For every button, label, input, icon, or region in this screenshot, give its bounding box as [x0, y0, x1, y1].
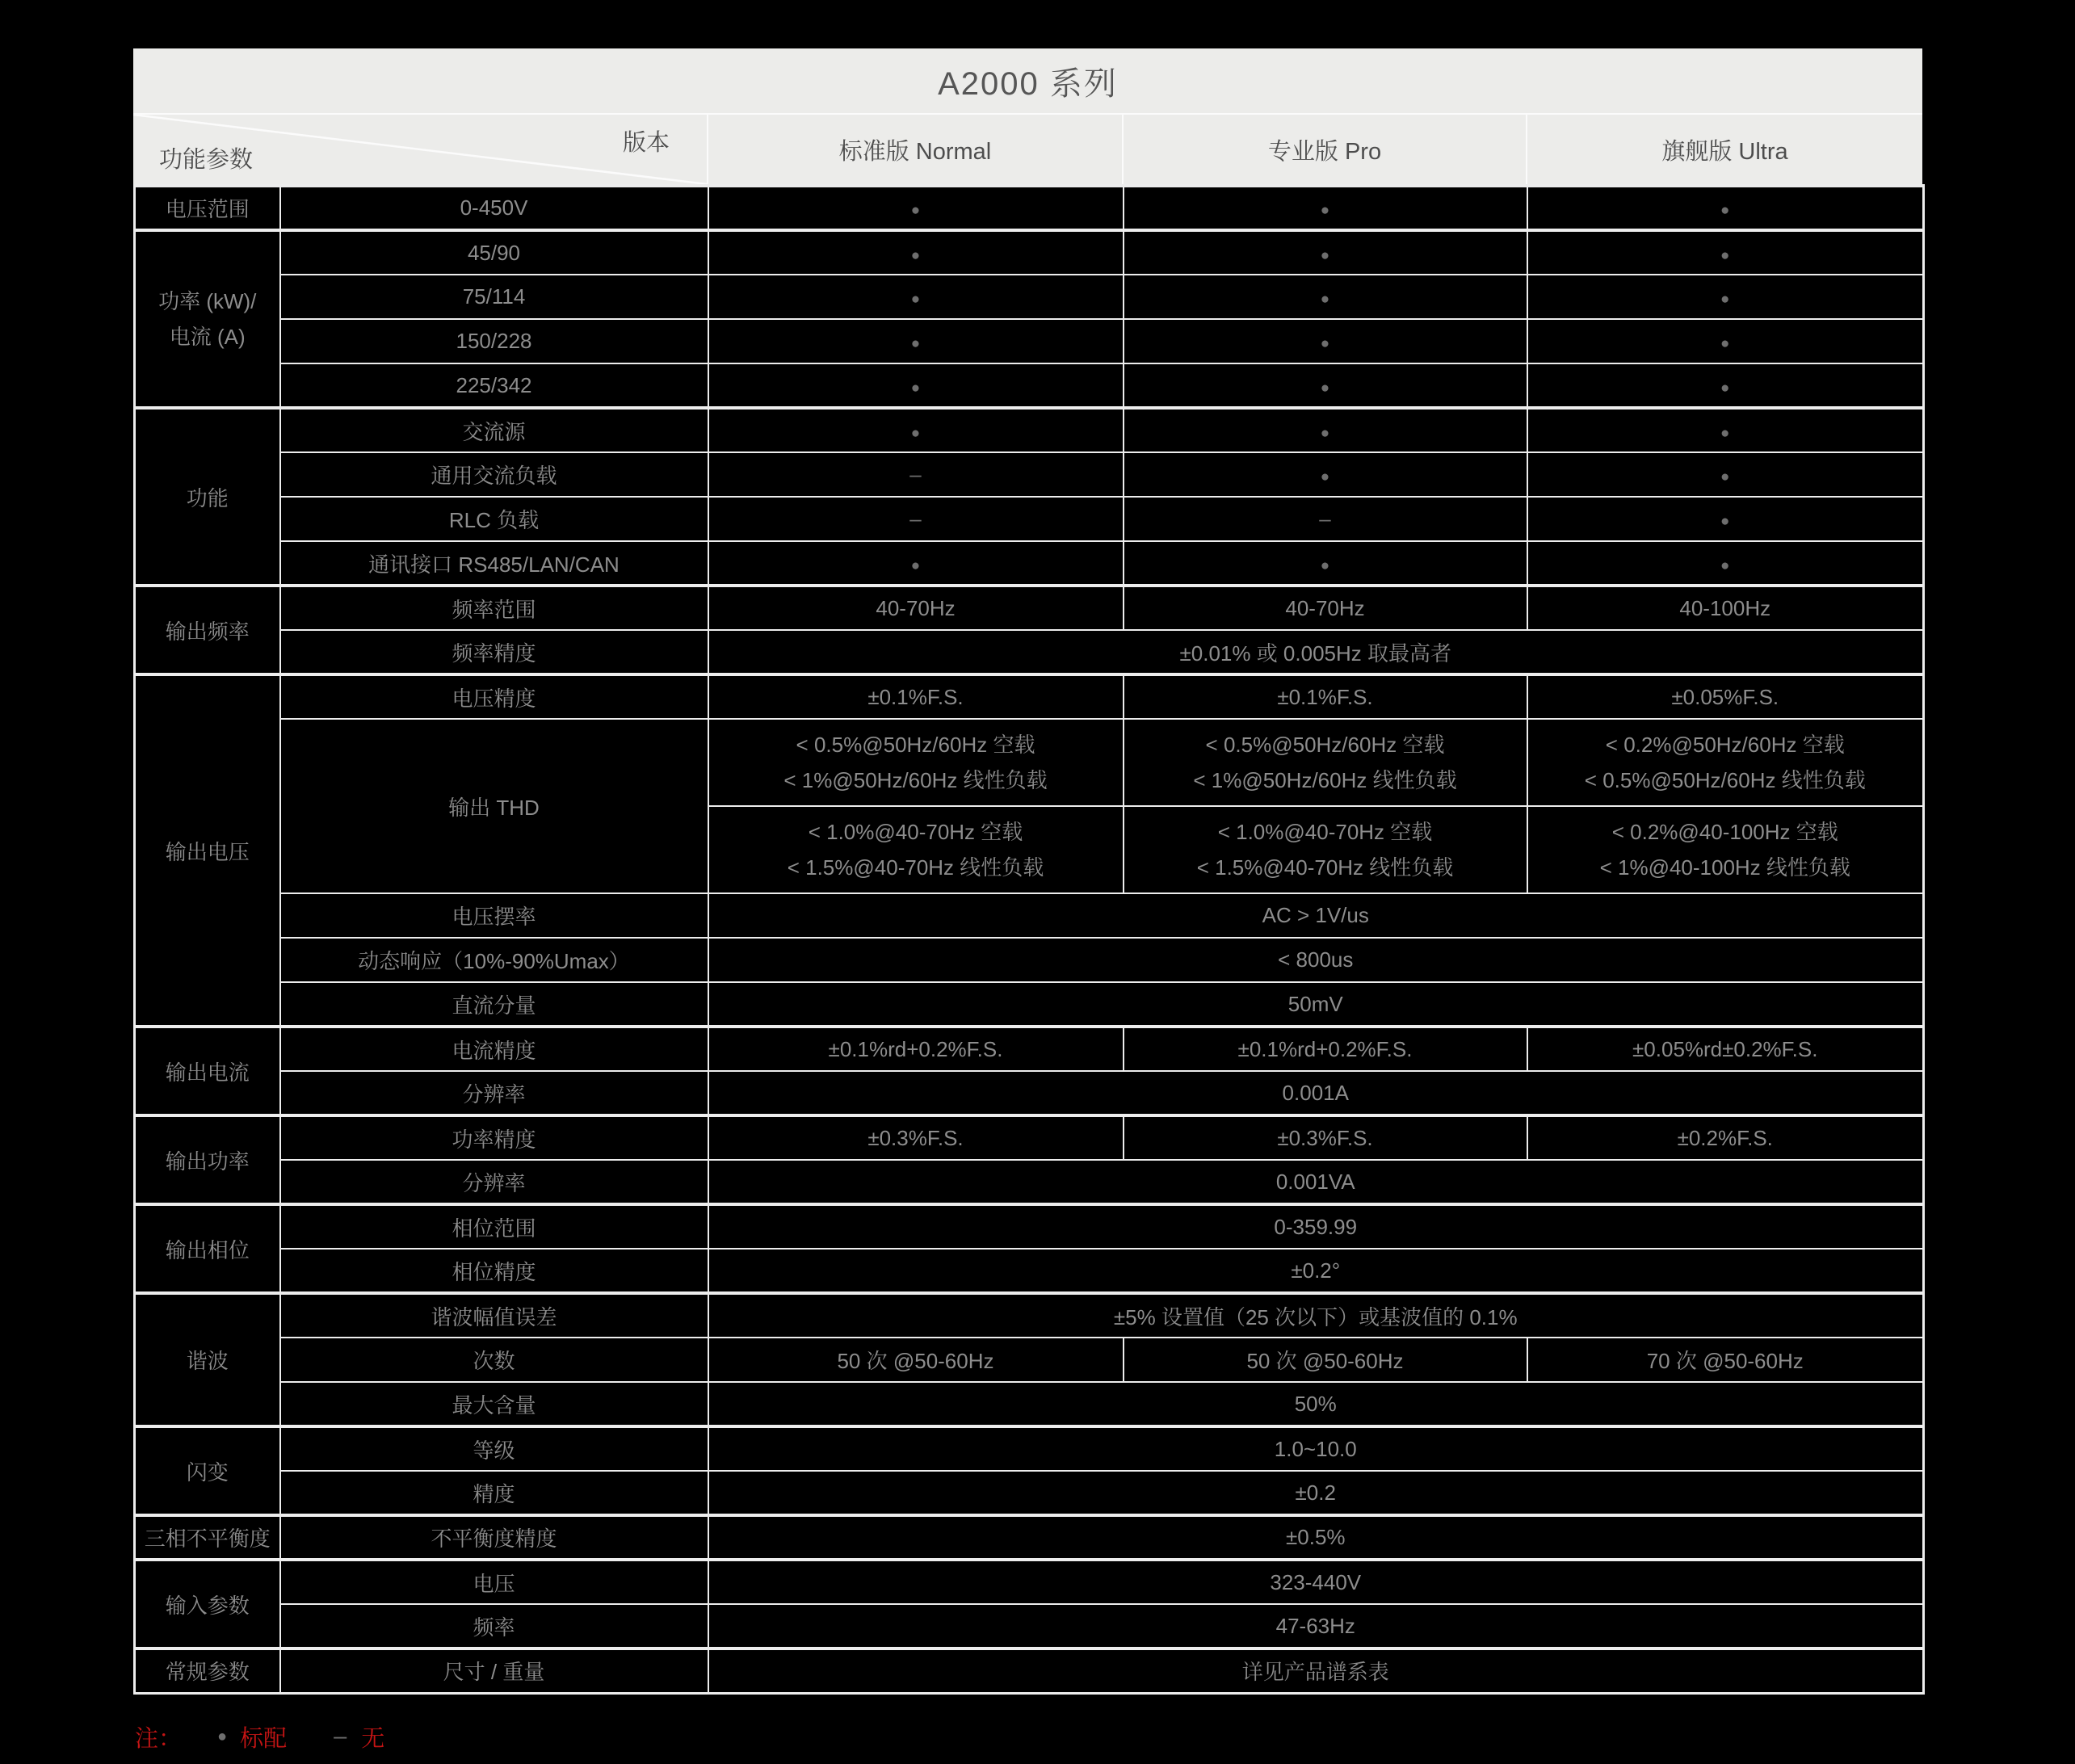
- param-cell: 不平衡度精度: [280, 1515, 708, 1560]
- value-cell-span: ±0.5%: [708, 1515, 1924, 1560]
- group-label-cell: 三相不平衡度: [135, 1515, 280, 1560]
- table-row: [135, 408, 1924, 452]
- value-cell-span: 0.001VA: [708, 1160, 1924, 1204]
- param-cell: 通讯接口 RS485/LAN/CAN: [280, 541, 708, 586]
- standard-config-icon: ●: [1720, 291, 1730, 308]
- value-cell: 50 次 @50-60Hz: [1124, 1338, 1527, 1382]
- standard-config-icon: ●: [1720, 556, 1730, 574]
- standard-config-icon: ●: [1320, 424, 1330, 442]
- value-cell-span: 详见产品谱系表: [708, 1648, 1924, 1693]
- value-cell: [1527, 363, 1924, 408]
- multiline-text: < 0.5%@50Hz/60Hz 空载 < 1%@50Hz/60Hz 线性负载: [1193, 733, 1457, 792]
- standard-config-icon: ●: [1720, 513, 1730, 530]
- param-cell: 频率: [280, 1604, 708, 1648]
- table-row: [135, 1027, 1924, 1071]
- standard-config-icon: ●: [1720, 246, 1730, 264]
- value-cell-span: ±0.2: [708, 1471, 1924, 1515]
- value-cell-span: ±0.01% 或 0.005Hz 取最高者: [708, 630, 1924, 674]
- standard-config-icon: ●: [910, 379, 921, 397]
- param-cell: 45/90: [280, 230, 708, 275]
- param-cell: 分辨率: [280, 1071, 708, 1115]
- group-label-cell: 输出电流: [135, 1027, 280, 1115]
- group-label-cell: 功能: [135, 408, 280, 586]
- table-row: [135, 1293, 1924, 1338]
- table-row: [135, 1115, 1924, 1160]
- param-cell: 相位范围: [280, 1204, 708, 1249]
- param-cell: 谐波幅值误差: [280, 1293, 708, 1338]
- standard-config-icon: ●: [217, 1727, 228, 1745]
- param-cell: 频率精度: [280, 630, 708, 674]
- value-cell: [708, 806, 1124, 893]
- param-cell: 动态响应（10%-90%Umax）: [280, 938, 708, 982]
- value-cell: 40-70Hz: [708, 586, 1124, 630]
- table-row: [135, 452, 1924, 497]
- table-row: [135, 1560, 1924, 1604]
- table-row: [135, 586, 1924, 630]
- param-cell: 电压: [280, 1560, 708, 1604]
- table-row: [135, 982, 1924, 1027]
- value-cell: [1124, 497, 1527, 541]
- table-row: [135, 319, 1924, 363]
- value-cell: [1124, 186, 1527, 230]
- standard-config-icon: ●: [910, 291, 921, 308]
- table-row: [135, 1249, 1924, 1293]
- param-cell: 交流源: [280, 408, 708, 452]
- param-cell: 0-450V: [280, 186, 708, 230]
- table-row: [135, 186, 1924, 230]
- table-row: [135, 1471, 1924, 1515]
- table-row: [135, 938, 1924, 982]
- header-corner-cell: [133, 115, 707, 184]
- value-cell: [1527, 452, 1924, 497]
- standard-config-icon: ●: [1320, 468, 1330, 485]
- multiline-text: < 1.0%@40-70Hz 空载 < 1.5%@40-70Hz 线性负载: [1196, 820, 1454, 880]
- table-row: [135, 630, 1924, 674]
- value-cell: [708, 230, 1124, 275]
- value-cell: [1527, 497, 1924, 541]
- corner-label-function-params: 功能参数: [159, 147, 254, 173]
- value-cell: [1527, 806, 1924, 893]
- param-cell: 尺寸 / 重量: [280, 1648, 708, 1693]
- group-label-cell: 闪变: [135, 1426, 280, 1515]
- standard-config-icon: ●: [910, 424, 921, 442]
- not-available-icon: –: [1319, 506, 1331, 531]
- multiline-text: < 0.5%@50Hz/60Hz 空载 < 1%@50Hz/60Hz 线性负载: [783, 733, 1048, 792]
- group-label-cell: 输入参数: [135, 1560, 280, 1648]
- group-label-cell: 常规参数: [135, 1648, 280, 1693]
- value-cell: 40-70Hz: [1124, 586, 1527, 630]
- standard-config-icon: ●: [1320, 291, 1330, 308]
- param-cell: 最大含量: [280, 1382, 708, 1426]
- table-row: [135, 363, 1924, 408]
- param-cell: RLC 负载: [280, 497, 708, 541]
- multiline-text: < 1.0%@40-70Hz 空载 < 1.5%@40-70Hz 线性负载: [787, 820, 1044, 880]
- group-label-cell: 电压范围: [135, 186, 280, 230]
- value-cell: ±0.3%F.S.: [708, 1115, 1124, 1160]
- table-row: [135, 1071, 1924, 1115]
- value-cell: [708, 497, 1124, 541]
- param-cell: 输出 THD: [280, 719, 708, 893]
- legend-note: [135, 1719, 384, 1754]
- table-row: [135, 719, 1924, 806]
- value-cell: ±0.1%rd+0.2%F.S.: [708, 1027, 1124, 1071]
- value-cell: [708, 408, 1124, 452]
- column-header-pro: 专业版 Pro: [1122, 115, 1526, 184]
- value-cell: [1527, 319, 1924, 363]
- spec-table: [133, 48, 1922, 1695]
- value-cell: [708, 541, 1124, 586]
- param-cell: 次数: [280, 1338, 708, 1382]
- standard-config-icon: ●: [1720, 468, 1730, 485]
- group-label-cell: 输出频率: [135, 586, 280, 674]
- param-cell: 相位精度: [280, 1249, 708, 1293]
- table-row: [135, 230, 1924, 275]
- value-cell: ±0.1%rd+0.2%F.S.: [1124, 1027, 1527, 1071]
- value-cell-span: ±0.2°: [708, 1249, 1924, 1293]
- standard-config-icon: ●: [910, 556, 921, 574]
- table-row: [135, 541, 1924, 586]
- table-row: [135, 1382, 1924, 1426]
- param-cell: 通用交流负载: [280, 452, 708, 497]
- value-cell: [708, 452, 1124, 497]
- value-cell: [1527, 408, 1924, 452]
- value-cell: [708, 319, 1124, 363]
- value-cell-span: 0-359.99: [708, 1204, 1924, 1249]
- value-cell: [1124, 319, 1527, 363]
- table-row: [135, 1515, 1924, 1560]
- param-cell: 直流分量: [280, 982, 708, 1027]
- group-label-cell: 输出电压: [135, 674, 280, 1027]
- value-cell: ±0.3%F.S.: [1124, 1115, 1527, 1160]
- legend-standard-label: 标配: [240, 1725, 288, 1752]
- value-cell: [1124, 806, 1527, 893]
- group-label-cell: [135, 230, 280, 408]
- value-cell: [1527, 275, 1924, 319]
- multiline-text: < 0.2%@40-100Hz 空载 < 1%@40-100Hz 线性负载: [1599, 820, 1850, 880]
- value-cell: 50 次 @50-60Hz: [708, 1338, 1124, 1382]
- param-cell: 精度: [280, 1471, 708, 1515]
- param-cell: 225/342: [280, 363, 708, 408]
- value-cell: ±0.2%F.S.: [1527, 1115, 1924, 1160]
- table-row: [135, 1604, 1924, 1648]
- standard-config-icon: ●: [1720, 379, 1730, 397]
- value-cell-span: 50mV: [708, 982, 1924, 1027]
- value-cell-span: 50%: [708, 1382, 1924, 1426]
- group-label-cell: 谐波: [135, 1293, 280, 1426]
- value-cell-span: ±5% 设置值（25 次以下）或基波值的 0.1%: [708, 1293, 1924, 1338]
- param-cell: 电流精度: [280, 1027, 708, 1071]
- value-cell-span: AC > 1V/us: [708, 893, 1924, 938]
- value-cell: [1527, 541, 1924, 586]
- param-cell: 电压精度: [280, 674, 708, 719]
- group-label-cell: 输出功率: [135, 1115, 280, 1204]
- value-cell: [1527, 230, 1924, 275]
- param-cell: 功率精度: [280, 1115, 708, 1160]
- table-row: [135, 893, 1924, 938]
- table-row: [135, 1338, 1924, 1382]
- value-cell: 40-100Hz: [1527, 586, 1924, 630]
- value-cell: ±0.1%F.S.: [708, 674, 1124, 719]
- standard-config-icon: ●: [1720, 424, 1730, 442]
- value-cell: [708, 275, 1124, 319]
- value-cell: [1124, 541, 1527, 586]
- value-cell: [1124, 275, 1527, 319]
- value-cell-span: 0.001A: [708, 1071, 1924, 1115]
- legend-none-label: 无: [361, 1725, 385, 1752]
- standard-config-icon: ●: [1720, 202, 1730, 219]
- value-cell: ±0.1%F.S.: [1124, 674, 1527, 719]
- table-title: A2000 系列: [133, 48, 1922, 113]
- value-cell: [1124, 230, 1527, 275]
- value-cell-span: 47-63Hz: [708, 1604, 1924, 1648]
- standard-config-icon: ●: [1720, 335, 1730, 352]
- table-row: [135, 674, 1924, 719]
- value-cell: [708, 186, 1124, 230]
- spec-table-body: [133, 184, 1925, 1695]
- table-header-row: [133, 113, 1922, 184]
- standard-config-icon: ●: [1320, 335, 1330, 352]
- value-cell-span: 323-440V: [708, 1560, 1924, 1604]
- value-cell: [708, 719, 1124, 806]
- param-cell: 75/114: [280, 275, 708, 319]
- param-cell: 分辨率: [280, 1160, 708, 1204]
- standard-config-icon: ●: [1320, 246, 1330, 264]
- param-cell: 频率范围: [280, 586, 708, 630]
- value-cell-span: < 800us: [708, 938, 1924, 982]
- value-cell: [1124, 408, 1527, 452]
- param-cell: 等级: [280, 1426, 708, 1471]
- value-cell: [1124, 452, 1527, 497]
- value-cell-span: 1.0~10.0: [708, 1426, 1924, 1471]
- value-cell: 70 次 @50-60Hz: [1527, 1338, 1924, 1382]
- value-cell: [708, 363, 1124, 408]
- value-cell: ±0.05%F.S.: [1527, 674, 1924, 719]
- table-row: [135, 497, 1924, 541]
- column-header-ultra: 旗舰版 Ultra: [1526, 115, 1922, 184]
- standard-config-icon: ●: [910, 202, 921, 219]
- column-header-normal: 标准版 Normal: [707, 115, 1122, 184]
- multiline-text: < 0.2%@50Hz/60Hz 空载 < 0.5%@50Hz/60Hz 线性负载: [1584, 733, 1866, 792]
- value-cell: [1527, 186, 1924, 230]
- not-available-icon: –: [334, 1723, 347, 1749]
- value-cell: [1124, 363, 1527, 408]
- standard-config-icon: ●: [910, 246, 921, 264]
- standard-config-icon: ●: [910, 335, 921, 352]
- multiline-text: 功率 (kW)/ 电流 (A): [158, 289, 257, 349]
- param-cell: 电压摆率: [280, 893, 708, 938]
- table-row: [135, 1648, 1924, 1693]
- value-cell: ±0.05%rd±0.2%F.S.: [1527, 1027, 1924, 1071]
- group-label-cell: 输出相位: [135, 1204, 280, 1293]
- not-available-icon: –: [909, 462, 922, 486]
- not-available-icon: –: [909, 506, 922, 531]
- standard-config-icon: ●: [1320, 202, 1330, 219]
- legend-prefix: 注：: [135, 1725, 183, 1752]
- table-row: [135, 1204, 1924, 1249]
- param-cell: 150/228: [280, 319, 708, 363]
- corner-label-version: 版本: [622, 130, 670, 156]
- value-cell: [1124, 719, 1527, 806]
- standard-config-icon: ●: [1320, 556, 1330, 574]
- standard-config-icon: ●: [1320, 379, 1330, 397]
- table-row: [135, 275, 1924, 319]
- table-row: [135, 1160, 1924, 1204]
- table-row: [135, 1426, 1924, 1471]
- value-cell: [1527, 719, 1924, 806]
